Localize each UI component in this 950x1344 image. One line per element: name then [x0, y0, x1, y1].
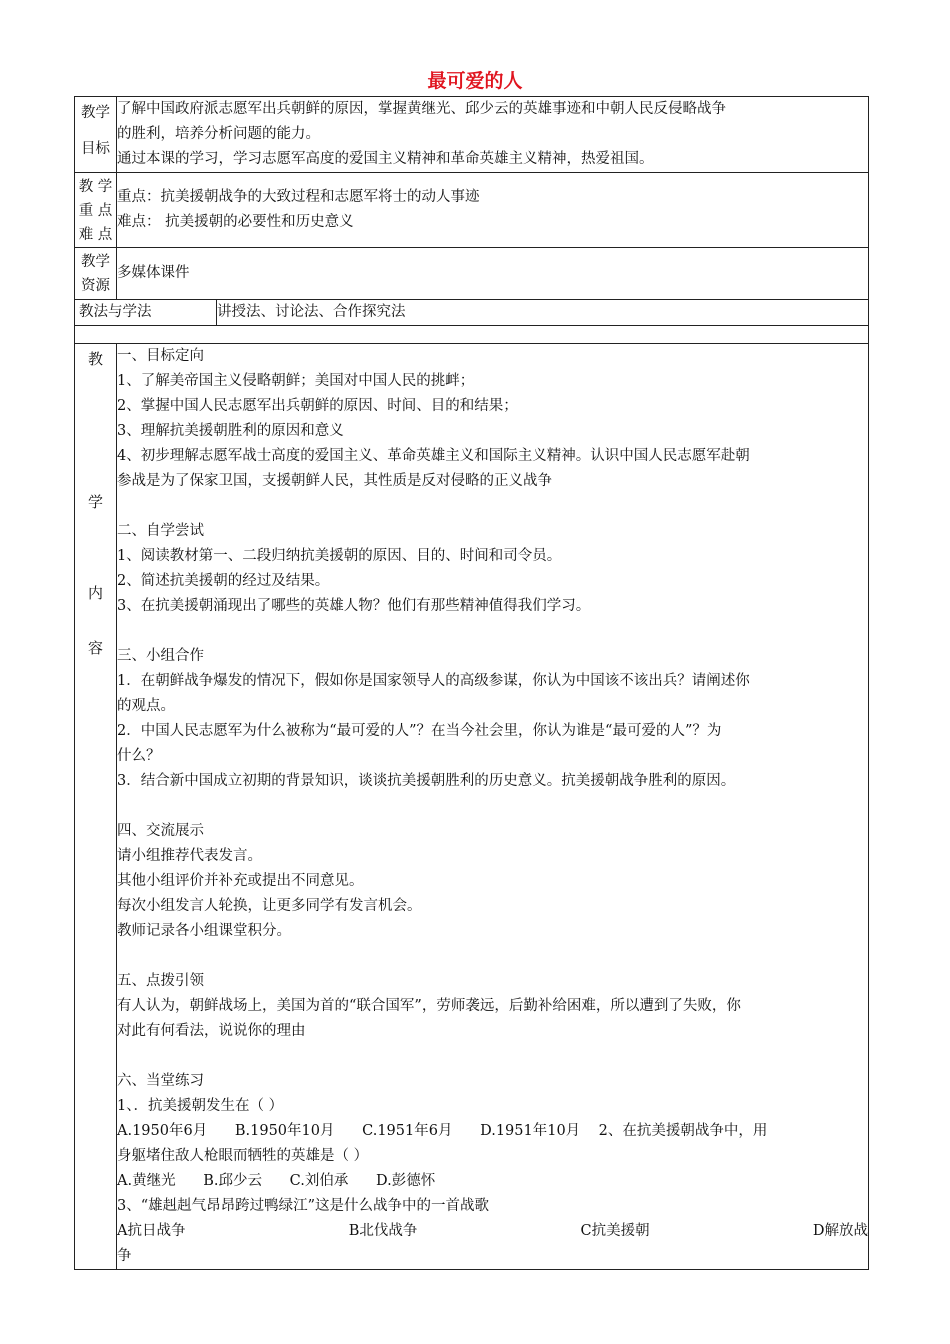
- section-title: 三、小组合作: [117, 648, 204, 664]
- list-item: 有人认为，朝鲜战场上，美国为首的“联合国军”，劳师袭远，后勤补给困难，所以遭到了失败，你: [117, 998, 741, 1014]
- goal-label: 教学 目标: [75, 97, 117, 173]
- content-row: [75, 344, 869, 1270]
- list-item: 4、初步理解志愿军战士高度的爱国主义、革命英雄主义和国际主义精神。认识中国人民志愿军赴朝: [117, 448, 750, 464]
- section-title: 二、自学尝试: [117, 523, 204, 539]
- key-points-label: 教 学 重 点 难 点: [75, 173, 117, 248]
- key-points-text: [117, 173, 869, 248]
- section-title: 五、点拨引领: [117, 973, 204, 989]
- spacer-row: [75, 326, 869, 344]
- section-title: 一、目标定向: [117, 348, 204, 364]
- difficulty-text: 难点： 抗美援朝的必要性和历史意义: [117, 214, 354, 230]
- goal-line: 了解中国政府派志愿军出兵朝鲜的原因，掌握黄继光、邱少云的英雄事迹和中朝人民反侵略战争: [117, 101, 726, 117]
- section-title: 六、当堂练习: [117, 1073, 204, 1089]
- content-label: 教 学 内 容: [75, 344, 117, 1270]
- list-item: 其他小组评价并补充或提出不同意见。: [117, 873, 364, 889]
- page-title: 最可爱的人: [427, 70, 523, 92]
- method-label: 教法与学法: [75, 300, 217, 326]
- key-points-row: [75, 173, 869, 248]
- q3-option-tail: 争: [117, 1248, 132, 1264]
- goal-text: [117, 97, 869, 173]
- list-item: 每次小组发言人轮换，让更多同学有发言机会。: [117, 898, 422, 914]
- list-item: 2、掌握中国人民志愿军出兵朝鲜的原因、时间、目的和结果；: [117, 398, 518, 414]
- q3-option-b: B北伐战争: [348, 1223, 418, 1239]
- q3-option-c: C抗美援朝: [580, 1223, 650, 1239]
- list-item: 教师记录各小组课堂积分。: [117, 923, 291, 939]
- goal-line: 的胜利，培养分析问题的能力。: [117, 126, 320, 142]
- exercise-line: 身躯堵住敌人枪眼而牺牲的英雄是（ ）: [117, 1148, 369, 1164]
- lesson-plan-table: [74, 96, 869, 1270]
- list-item: 3、在抗美援朝涌现出了哪些的英雄人物？他们有那些精神值得我们学习。: [117, 598, 591, 614]
- list-item: 1、阅读教材第一、二段归纳抗美援朝的原因、目的、时间和司令员。: [117, 548, 562, 564]
- list-item: 什么？: [117, 748, 161, 764]
- spacer-cell: [75, 326, 869, 344]
- list-item: 对此有何看法，说说你的理由: [117, 1023, 306, 1039]
- list-item: 3．结合新中国成立初期的背景知识，谈谈抗美援朝胜利的历史意义。抗美援朝战争胜利的原因。: [117, 773, 736, 789]
- list-item: 1．在朝鲜战争爆发的情况下，假如你是国家领导人的高级参谋，你认为中国该不该出兵？请阐述你: [117, 673, 750, 689]
- resource-row: [75, 248, 869, 300]
- list-item: 3、理解抗美援朝胜利的原因和意义: [117, 423, 344, 439]
- list-item: 2．中国人民志愿军为什么被称为“最可爱的人”？在当今社会里，你认为谁是“最可爱的人”？为: [117, 723, 722, 739]
- q3-option-a: A抗日战争: [117, 1223, 186, 1239]
- q3-options: [117, 1219, 868, 1244]
- method-row: [75, 300, 869, 326]
- exercise-line: A.1950年6月 B.1950年10月 C.1951年6月 D.1951年10月 2、在抗美援朝战争中，用: [117, 1123, 768, 1139]
- resource-label: 教学 资源: [75, 248, 117, 300]
- exercise-line: 1、．抗美援朝发生在（ ）: [117, 1098, 284, 1114]
- list-item: 的观点。: [117, 698, 175, 714]
- content-body: [117, 344, 869, 1270]
- list-item: 参战是为了保家卫国，支援朝鲜人民，其性质是反对侵略的正义战争: [117, 473, 552, 489]
- method-text: 讲授法、讨论法、合作探究法: [217, 300, 869, 326]
- exercise-line: A.黄继光 B.邱少云 C.刘伯承 D.彭德怀: [117, 1173, 436, 1189]
- section-title: 四、交流展示: [117, 823, 204, 839]
- list-item: 1、了解美帝国主义侵略朝鲜；美国对中国人民的挑衅；: [117, 373, 475, 389]
- list-item: 2、简述抗美援朝的经过及结果。: [117, 573, 330, 589]
- focus-text: 重点：抗美援朝战争的大致过程和志愿军将士的动人事迹: [117, 189, 480, 205]
- goal-line: 通过本课的学习，学习志愿军高度的爱国主义精神和革命英雄主义精神，热爱祖国。: [117, 151, 654, 167]
- resource-text: 多媒体课件: [117, 248, 869, 300]
- q3-option-d: D解放战: [812, 1223, 868, 1239]
- exercise-line: 3、“雄赳赳气昂昂跨过鸭绿江”这是什么战争中的一首战歌: [117, 1198, 490, 1214]
- goal-row: [75, 97, 869, 173]
- list-item: 请小组推荐代表发言。: [117, 848, 262, 864]
